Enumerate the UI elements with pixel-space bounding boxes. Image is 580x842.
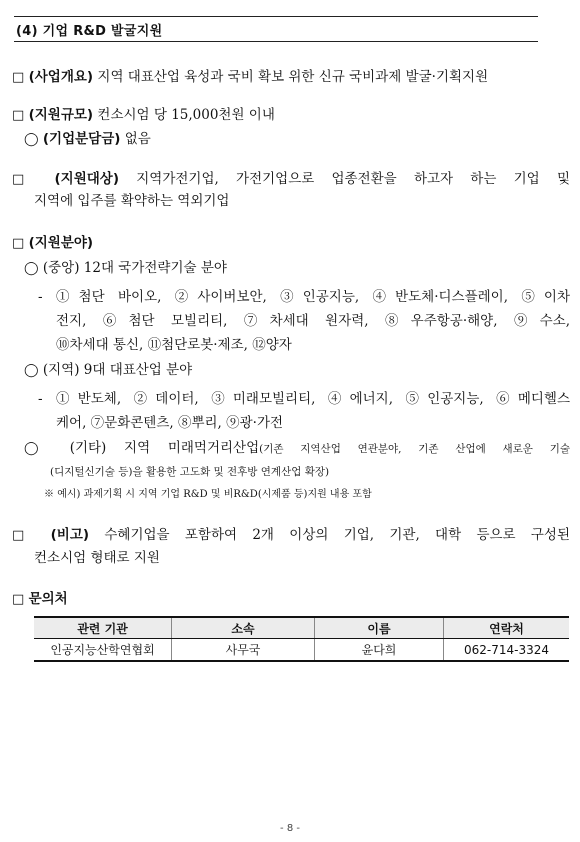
field-other-note: [44, 487, 372, 503]
contact-item: [12, 591, 68, 608]
circle-bullet-icon: ◯: [24, 261, 39, 276]
contact-label: 문의처: [28, 591, 68, 607]
target-text-line2: 지역에 입주를 확약하는 역외기업: [34, 193, 230, 209]
contact-cell-name: 윤다희: [315, 639, 444, 662]
field-regional-title: (지역) 9대 대표산업 분야: [42, 362, 193, 378]
field-central-line2: 전지, ⑥첨단 모빌리티, ⑦차세대 원자력, ⑧우주항공·해양, ⑨수소,: [56, 313, 570, 329]
field-label: (지원분야): [28, 235, 94, 251]
field-regional-line1: ①반도체, ②데이터, ③미래모빌리티, ④에너지, ⑤인공지능, ⑥메디헬스: [56, 391, 570, 407]
circle-bullet-icon: ◯: [24, 132, 39, 147]
field-other-note-text: 예시) 과제기획 시 지역 기업 R&D 및 비R&D(시제품 등)지원 내용 포함: [57, 489, 372, 500]
overview-label: (사업개요): [28, 69, 94, 85]
remark-text-line2: 컨소시엄 형태로 지원: [34, 550, 160, 566]
page-number: - 8 -: [280, 823, 300, 834]
field-other-detail-line2: (디지털신기술 등)을 활용한 고도화 및 전후방 연계산업 확장): [50, 466, 330, 478]
scale-subitem: [24, 131, 151, 148]
square-bullet-icon: □: [12, 108, 25, 123]
field-central-line3: ⑩차세대 통신, ⑪첨단로봇·제조, ⑫양자: [56, 337, 292, 353]
field-regional: [24, 362, 192, 379]
scale-label: (지원규모): [28, 107, 94, 123]
contact-header-dept: 소속: [172, 617, 315, 639]
field-central-line1-wrap: [56, 289, 570, 305]
contact-header-name: 이름: [315, 617, 444, 639]
field-central: [24, 260, 227, 277]
target-text-line1: 지역가전기업, 가전기업으로 업종전환을 하고자 하는 기업 및: [136, 171, 570, 187]
table-row: [34, 639, 569, 662]
field-central-line1: ①첨단 바이오, ②사이버보안, ③인공지능, ④반도체·디스플레이, ⑤이차: [56, 289, 570, 305]
overview-text: 지역 대표산업 육성과 국비 확보 위한 신규 국비과제 발굴·기획지원: [97, 69, 489, 85]
section-title: (4) 기업 R&D 발굴지원: [16, 24, 163, 39]
remark-text-line1: 수혜기업을 포함하여 2개 이상의 기업, 기관, 대학 등으로 구성된: [104, 527, 570, 543]
contact-header-org: 관련 기관: [34, 617, 172, 639]
dash-bullet-icon: -: [38, 391, 43, 407]
square-bullet-icon: □: [12, 70, 25, 85]
section-title-bar: [14, 16, 538, 42]
field-regional-line1-wrap: [56, 391, 570, 407]
scale-text: 컨소시엄 당 15,000천원 이내: [97, 107, 275, 123]
field-other-title: (기타) 지역 미래먹거리산업: [69, 440, 260, 456]
circle-bullet-icon: ◯: [24, 441, 52, 456]
dash-bullet-icon: -: [38, 289, 43, 305]
overview-item: [12, 69, 488, 86]
scale-sub-text: 없음: [124, 131, 151, 147]
target-item: [12, 171, 570, 188]
contact-table-header-row: [34, 617, 569, 639]
contact-cell-phone: 062-714-3324: [444, 639, 570, 662]
square-bullet-icon: □: [12, 172, 38, 187]
field-central-line2-wrap: [56, 313, 570, 329]
field-regional-line2: 케어, ⑦문화콘텐츠, ⑧뿌리, ⑨광·가전: [56, 415, 284, 431]
contact-header-phone: 연락처: [444, 617, 570, 639]
square-bullet-icon: □: [12, 236, 25, 251]
reference-mark-icon: ※: [44, 489, 54, 500]
circle-bullet-icon: ◯: [24, 363, 39, 378]
contact-table: [34, 616, 569, 662]
scale-item: [12, 107, 275, 124]
contact-cell-org: 인공지능산학연협회: [34, 639, 172, 662]
remark-item: [12, 527, 570, 544]
square-bullet-icon: □: [12, 528, 36, 543]
remark-label: (비고): [50, 527, 90, 543]
square-bullet-icon: □: [12, 592, 25, 607]
target-label: (지원대상): [54, 171, 119, 187]
scale-sub-label: (기업분담금): [42, 131, 121, 147]
field-item: [12, 235, 93, 252]
field-other: [24, 440, 570, 457]
field-other-detail-line1: (기존 지역산업 연관분야, 기존 산업에 새로운 기술: [259, 443, 570, 455]
field-central-title: (중앙) 12대 국가전략기술 분야: [42, 260, 227, 276]
contact-cell-dept: 사무국: [172, 639, 315, 662]
